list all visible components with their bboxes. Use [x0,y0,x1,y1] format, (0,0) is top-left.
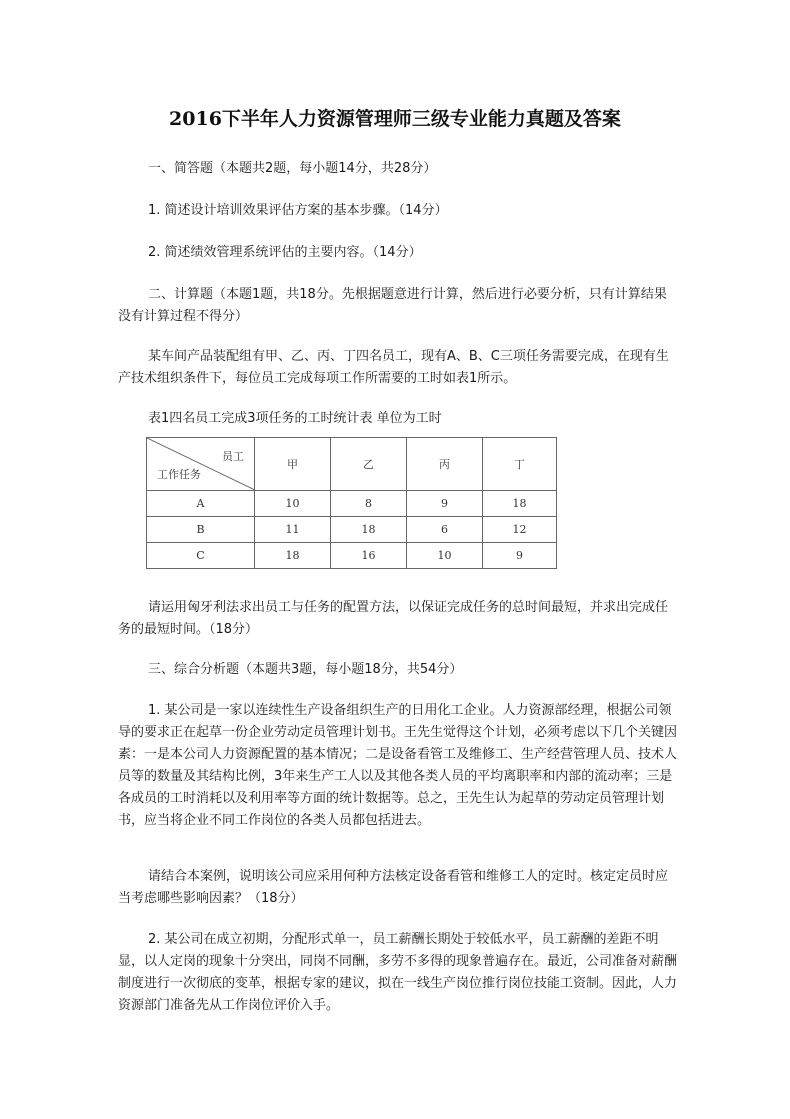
corner-label-task: 工作任务 [157,468,201,481]
row-header: A [147,491,255,517]
corner-label-employee: 员工 [222,450,244,463]
table-cell: 18 [255,543,331,569]
section1-heading: 一、简答题（本题共2题，每小题14分，共28分） [148,161,437,176]
table-cell: 10 [255,491,331,517]
table-cell: 6 [407,517,483,543]
question-2: 2. 简述绩效管理系统评估的主要内容。（14分） [148,245,422,260]
case-1-question: 请结合本案例，说明该公司应采用何种方法核定设备看管和维修工人的定时。核定定员时应当考虑哪些影响因素？（18分） [118,869,669,906]
row-header: C [147,543,255,569]
table-cell: 12 [483,517,557,543]
table-corner-cell [147,438,255,491]
table-row [147,543,557,569]
column-header: 乙 [331,438,407,491]
table-cell: 18 [483,491,557,517]
calc-question: 请运用匈牙利法求出员工与任务的配置方法，以保证完成任务的总时间最短，并求出完成任务的最短时间。（18分） [118,600,669,637]
section2-heading: 二、计算题（本题1题，共18分。先根据题意进行计算，然后进行必要分析，只有计算结果没有计算过程不得分） [118,287,667,324]
table-caption: 表1四名员工完成3项任务的工时统计表 单位为工时 [148,411,442,426]
calc-intro: 某车间产品装配组有甲、乙、丙、丁四名员工，现有A、B、C三项任务需要完成，在现有生产技术组织条件下，每位员工完成每项工作所需要的工时如表1所示。 [118,349,669,386]
table-row [147,491,557,517]
diagonal-divider [147,438,255,490]
section3-heading: 三、综合分析题（本题共3题，每小题18分，共54分） [148,662,463,677]
table-cell: 16 [331,543,407,569]
table-cell: 10 [407,543,483,569]
work-hours-table [146,437,556,565]
table-row [147,517,557,543]
table-cell: 9 [483,543,557,569]
page-title: 2016下半年人力资源管理师三级专业能力真题及答案 [169,108,621,130]
case-2-text: 2. 某公司在成立初期，分配形式单一，员工薪酬长期处于较低水平，员工薪酬的差距不明显，以人定岗的现象十分突出，同岗不同酬，多劳不多得的现象普遍存在。最近，公司准备对薪酬制度进行一次彻底的变革，根据专家的建议，拟在一线生产岗位推行岗位技能工资制。因此，人力资源部门准备先从工作岗位评价入手。 [118,932,678,1013]
table-cell: 8 [331,491,407,517]
table-cell: 18 [331,517,407,543]
question-1: 1. 简述设计培训效果评估方案的基本步骤。（14分） [148,203,448,218]
row-header: B [147,517,255,543]
table-cell: 9 [407,491,483,517]
column-header: 丁 [483,438,557,491]
table-cell: 11 [255,517,331,543]
column-header: 甲 [255,438,331,491]
column-header: 丙 [407,438,483,491]
case-1-text: 1. 某公司是一家以连续性生产设备组织生产的日用化工企业。人力资源部经理，根据公司领导的要求正在起草一份企业劳动定员管理计划书。王先生觉得这个计划，必须考虑以下几个关键因素：一是本公司人力资源配置的基本情况；二是设备看管工及维修工、生产经营管理人员、技术人员等的数量及其结构比例，3年来生产工人以及其他各类人员的平均离职率和内部的流动率；三是各成员的工时消耗以及利用率等方面的统计数据等。总之，王先生认为起草的劳动定员管理计划书，应当将企业不同工作岗位的各类人员都包括进去。 [118,703,678,828]
